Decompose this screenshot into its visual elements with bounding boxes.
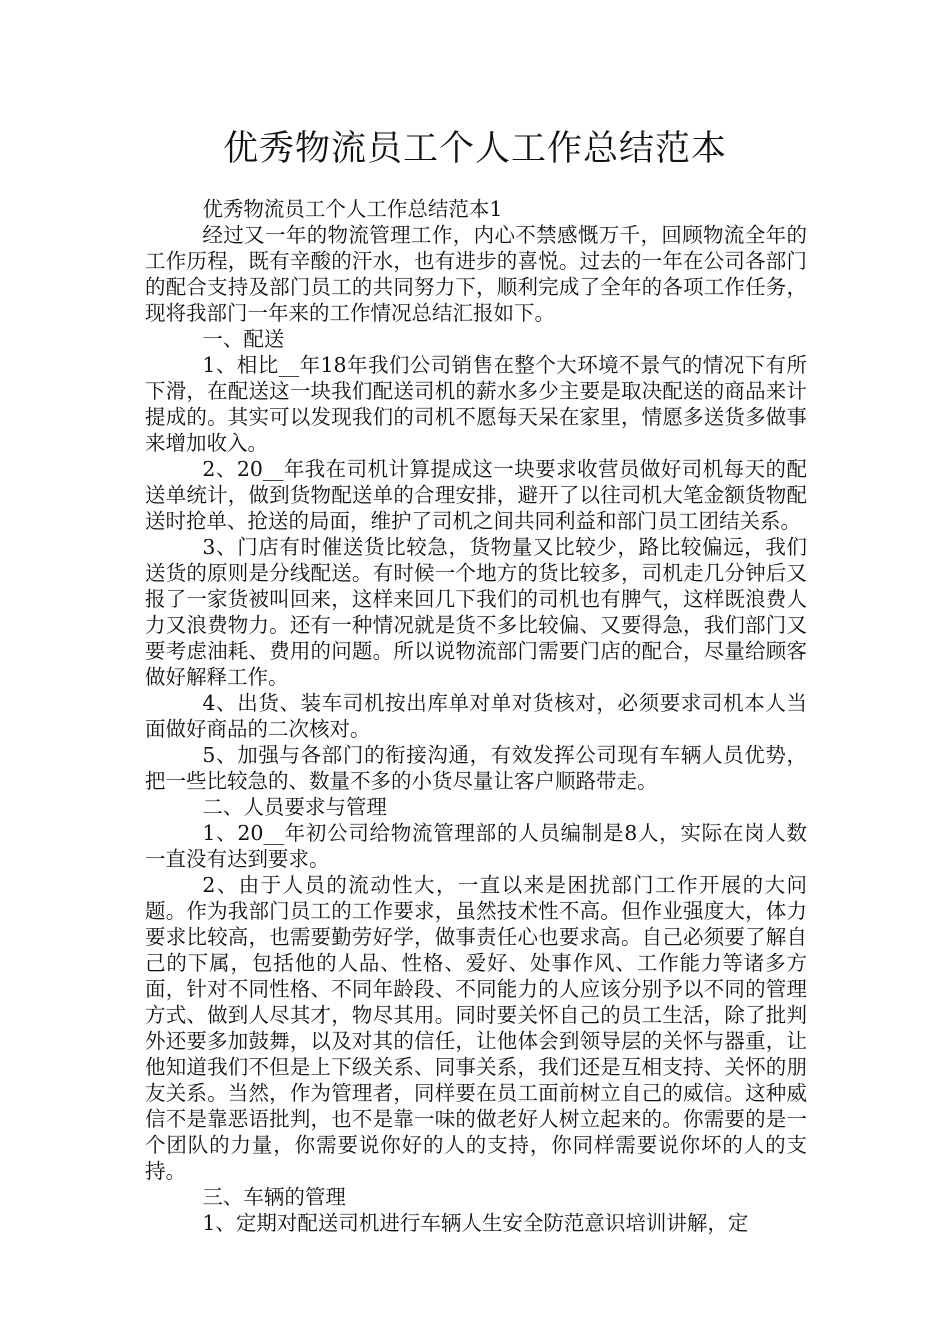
body-paragraph: 5、加强与各部门的衔接沟通，有效发挥公司现有车辆人员优势，把一些比较急的、数量不多的小货尽量让客户顺路带走。: [145, 743, 807, 793]
body-paragraph: 2、20__年我在司机计算提成这一块要求收营员做好司机每天的配送单统计，做到货物配送单的合理安排，避开了以往司机大笔金额货物配送时抢单、抢送的局面，维护了司机之间共同利益和部门员工团结关系。: [145, 457, 807, 533]
body-paragraph: 1、相比__年18年我们公司销售在整个大环境不景气的情况下有所下滑，在配送这一块我们配送司机的薪水多少主要是取决配送的商品来计提成的。其实可以发现我们的司机不愿每天呆在家里，情愿多送货多做事来增加收入。: [145, 353, 807, 455]
section-heading-vehicles: 三、车辆的管理: [202, 1185, 346, 1209]
body-paragraph: 4、出货、装车司机按出库单对单对货核对，必须要求司机本人当面做好商品的二次核对。: [145, 691, 807, 741]
subtitle-paragraph: 优秀物流员工个人工作总结范本1: [202, 197, 503, 221]
intro-paragraph: 经过又一年的物流管理工作，内心不禁感慨万千，回顾物流全年的工作历程，既有辛酸的汗水，也有进步的喜悦。过去的一年在公司各部门的配合支持及部门员工的共同努力下，顺利完成了全年的各项工作任务，现将我部门一年来的工作情况总结汇报如下。: [145, 223, 807, 325]
body-paragraph: 3、门店有时催送货比较急，货物量又比较少，路比较偏远，我们送货的原则是分线配送。有时候一个地方的货比较多，司机走几分钟后又报了一家货被叫回来，这样来回几下我们的司机也有脾气，这样既浪费人力又浪费物力。还有一种情况就是货不多比较偏、又要得急，我们部门又要考虑油耗、费用的问题。所以说物流部门需要门店的配合，尽量给顾客做好解释工作。: [145, 535, 807, 689]
body-paragraph: 2、由于人员的流动性大，一直以来是困扰部门工作开展的大问题。作为我部门员工的工作要求，虽然技术性不高。但作业强度大，体力要求比较高，也需要勤劳好学，做事责任心也要求高。自己必须要了解自己的下属，包括他的人品、性格、爱好、处事作风、工作能力等诸多方面，针对不同性格、不同年龄段、不同能力的人应该分别予以不同的管理方式、做到人尽其才，物尽其用。同时要关怀自己的员工生活，除了批判外还要多加鼓舞，以及对其的信任，让他体会到领导层的关怀与器重，让他知道我们不但是上下级关系、同事关系，我们还是互相支持、关怀的朋友关系。当然，作为管理者，同样要在员工面前树立自己的威信。这种威信不是靠恶语批判，也不是靠一味的做老好人树立起来的。你需要的是一个团队的力量，你需要说你好的人的支持，你同样需要说你坏的人的支持。: [145, 873, 807, 1183]
section-heading-personnel: 二、人员要求与管理: [202, 795, 387, 819]
section-heading-delivery: 一、配送: [202, 327, 285, 351]
body-paragraph: 1、定期对配送司机进行车辆人生安全防范意识培训讲解，定: [202, 1211, 749, 1235]
document-title: 优秀物流员工个人工作总结范本: [222, 129, 727, 169]
document-body: [145, 196, 807, 1236]
body-paragraph: 1、20__年初公司给物流管理部的人员编制是8人，实际在岗人数一直没有达到要求。: [145, 821, 807, 871]
